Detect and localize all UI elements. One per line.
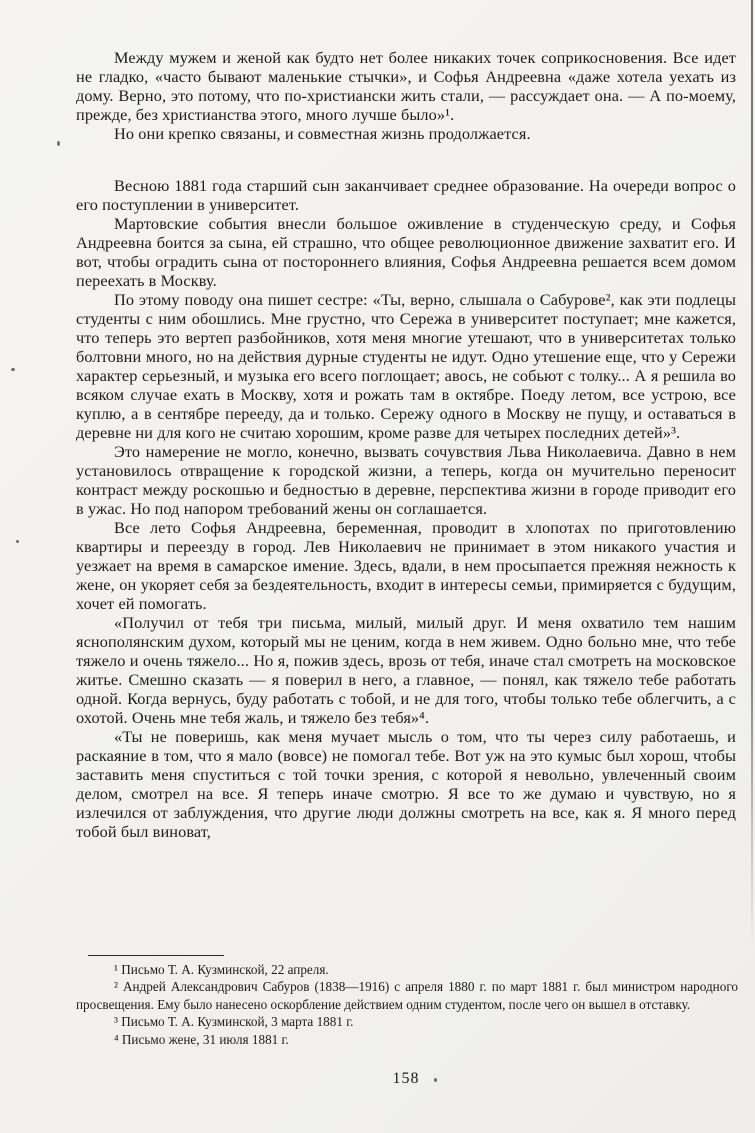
scan-edge-shadow <box>751 0 753 948</box>
body-text <box>76 48 736 841</box>
footnote: ² Андрей Александрович Сабуров (1838—1916) с апреля 1880 г. по март 1881 г. был министром народного просвещения. Ему было нанесено оскорбление действием одним студентом, после чего он вышел в отставку. <box>76 979 738 1012</box>
footnote: ¹ Письмо Т. А. Кузминской, 22 апреля. <box>114 962 329 977</box>
footnotes <box>76 961 738 1048</box>
paragraph: «Получил от тебя три письма, милый, милый друг. И меня охватило тем нашим яснополянским духом, который мы не ценим, когда в нем живем. Одно больно мне, что тебе тяжело и очень тяжело... Но я, пожив здесь, врозь от тебя, иначе стал смотреть на московское житье. Смешно сказать — я поверил в него, а главное, — понял, как тяжело тебе работать одной. Когда вернусь, буду работать с тобой, и не для того, чтобы только тебе облегчить, а с охотой. Очень мне тебя жаль, и тяжело без тебя»⁴. <box>76 613 736 727</box>
paragraph: По этому поводу она пишет сестре: «Ты, верно, слышала о Сабурове², как эти подлецы студенты с ним обошлись. Мне грустно, что Сережа в университет поступает; мне кажется, что теперь это вертеп разбойников, хотя меня многие утешают, что в университетах только болтовни много, но на действия дурные студенты не идут. Одно утешение еще, что у Сережи характер серьезный, и музыка его всего поглощает; авось, не собьют с толку... А я решила во всяком случае ехать в Москву, хотя и рожать там в октябре. Поеду летом, все устрою, все куплю, а в сентябре перееду, да и только. Сережу одного в Москву не пущу, и оставаться в деревне ни для кого не считаю хорошим, кроме разве для четырех последних детей»³. <box>76 290 736 442</box>
paragraph: Это намерение не могло, конечно, вызвать сочувствия Льва Николаевича. Давно в нем установилось отвращение к городской жизни, а теперь, когда он мучительно переносит контраст между роскошью и бедностью в деревне, перспектива жизни в городе приводит его в ужас. Но под напором требований жены он соглашается. <box>76 442 736 518</box>
paragraph: Все лето Софья Андреевна, беременная, проводит в хлопотах по приготовлению квартиры и переезду в город. Лев Николаевич не принимает в этом никакого участия и уезжает на время в самарское имение. Здесь, вдали, в нем просыпается прежняя нежность к жене, он укоряет себя за бездеятельность, входит в интересы семьи, примиряется с будущим, хочет ей помогать. <box>76 518 736 613</box>
paragraph: Мартовские события внесли большое оживление в студенческую среду, и Софья Андреевна боится за сына, ей страшно, что общее революционное движение захватит его. И вот, чтобы оградить сына от постороннего влияния, Софья Андреевна решается всем домом переехать в Москву. <box>76 214 736 290</box>
paragraph: Между мужем и женой как будто нет более никаких точек соприкосновения. Все идет не гладко, «часто бывают маленькие стычки», и Софья Андреевна «даже хотела уехать из дому. Верно, это потому, что по-христиански жить стали, — рассуждает она. — А по-моему, прежде, без христианства этого, много лучше было»¹. <box>76 48 736 124</box>
paragraph: Но они крепко связаны, и совместная жизнь продолжается. <box>114 124 531 143</box>
footnote: ⁴ Письмо жене, 31 июля 1881 г. <box>114 1031 289 1047</box>
scan-speck <box>16 540 19 543</box>
footnote: ³ Письмо Т. А. Кузминской, 3 марта 1881 г. <box>114 1014 354 1030</box>
page-number: 158 <box>392 1070 420 1087</box>
scan-speck <box>11 368 15 371</box>
paragraph: «Ты не поверишь, как меня мучает мысль о том, что ты через силу работаешь, и раскаяние в том, что я мало (вовсе) не помогал тебе. Вот уж на это кумыс был хорош, чтобы заставить меня спуститься с той точки зрения, с которой я невольно, увлеченный своим делом, смотрел на все. Я теперь иначе смотрю. Я все то же думаю и чувствую, но я излечился от заблуждения, что другие люди должны смотреть на все, как я. Я много перед тобой был виноват, <box>76 727 736 841</box>
paragraph: Весною 1881 года старший сын заканчивает среднее образование. На очереди вопрос о его поступлении в университет. <box>76 176 736 214</box>
scan-speck <box>57 141 60 146</box>
scan-speck <box>434 1078 437 1082</box>
footnote-separator <box>88 955 224 956</box>
